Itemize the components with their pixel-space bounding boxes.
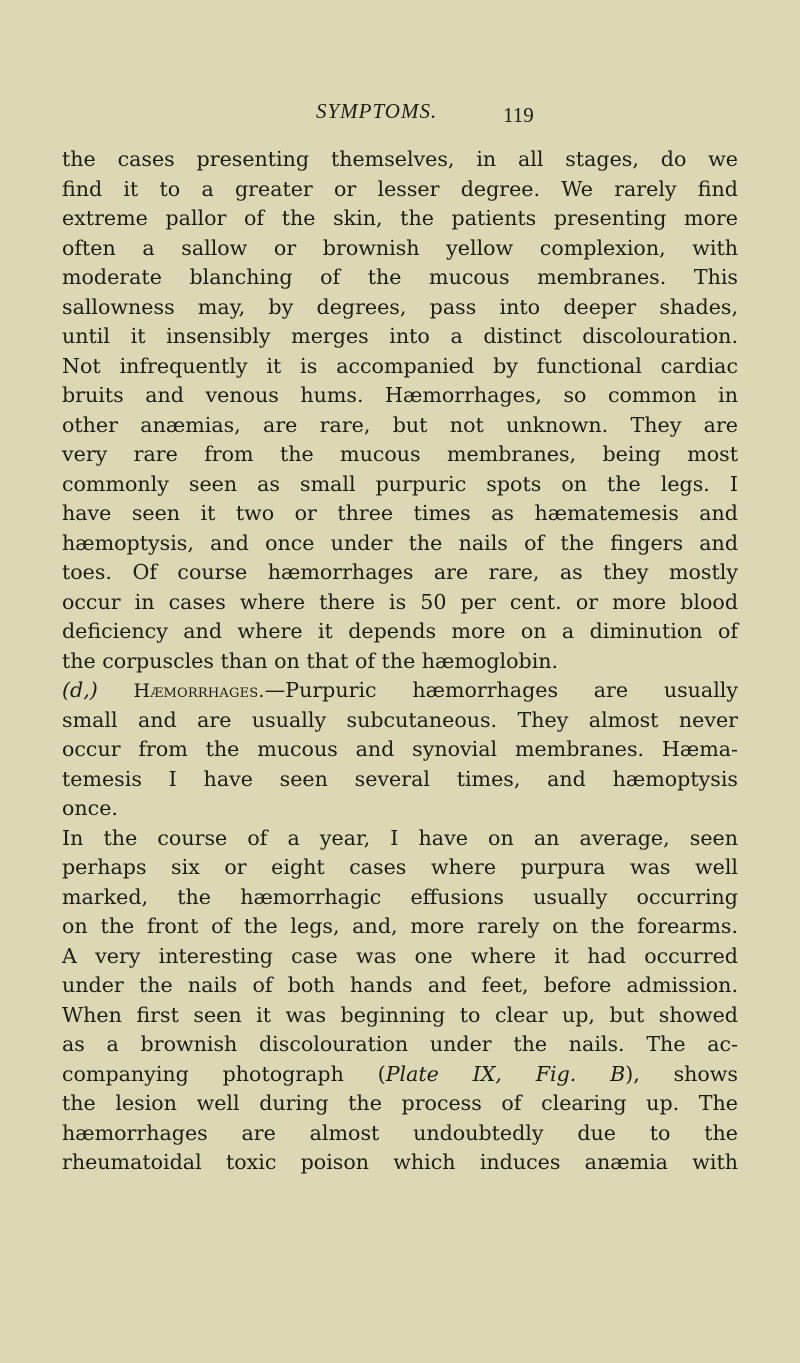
text-line: the cases presenting themselves, in all stages, do we [62,147,738,171]
text-line: the corpuscles than on that of the hæmoglobin. [62,648,559,673]
body-text [62,145,738,1178]
text-run: ), shows [625,1061,739,1086]
text-line: often a sallow or brownish yellow complexion, with [62,235,738,260]
text-line: temesis I have seen several times, and hæmoptysis [62,766,738,791]
text-line: until it insensibly merges into a distinct discolouration. [62,324,738,348]
text-line: as a brownish discolouration under the nails. The ac- [62,1032,738,1056]
page-header [0,95,800,135]
section-label: (d,) [62,678,98,702]
text-line [62,676,738,706]
text-line: moderate blanching of the mucous membranes. This [62,265,738,289]
plate-reference: Plate IX, Fig. B [385,1061,626,1086]
text-line: marked, the hæmorrhagic effusions usually occurring [62,884,738,909]
text-line: under the nails of both hands and feet, before admission. [62,973,738,997]
paragraph-2 [62,676,738,824]
text-line: find it to a greater or lesser degree. We rarely find [62,176,738,201]
text-run: companying photograph ( [62,1061,386,1086]
running-head: SYMPTOMS. [316,99,438,123]
text-line: very rare from the mucous membranes, being most [62,442,738,466]
text-line: occur in cases where there is 50 per cent. or more blood [62,589,738,614]
text-line: other anæmias, are rare, but not unknown. They are [62,412,738,437]
text-line: small and are usually subcutaneous. They almost never [62,707,738,732]
text-line: occur from the mucous and synovial membranes. Hæma- [62,737,738,761]
text-line: perhaps six or eight cases where purpura was well [62,855,738,879]
text-line: once. [62,796,118,820]
text-line: sallowness may, by degrees, pass into deeper shades, [62,294,738,319]
text-line: Not infrequently it is accompanied by functional cardiac [62,353,738,378]
text-line: When first seen it was beginning to clear up, but showed [62,1002,738,1027]
text-line: on the front of the legs, and, more rarely on the forearms. [62,914,738,938]
text-line: In the course of a year, I have on an average, seen [62,825,738,850]
page-number: 119 [503,103,534,127]
text-line: the lesion well during the process of clearing up. The [62,1091,738,1115]
text-line: rheumatoidal toxic poison which induces anæmia with [62,1150,738,1174]
text-line: hæmoptysis, and once under the nails of the fingers and [62,530,738,555]
text-line [62,1060,738,1090]
text-line: extreme pallor of the skin, the patients presenting more [62,206,738,230]
text-line: bruits and venous hums. Hæmorrhages, so common in [62,383,738,407]
paragraph-1 [62,145,738,676]
text-line: toes. Of course hæmorrhages are rare, as they mostly [62,560,738,584]
text-line: hæmorrhages are almost undoubtedly due to the [62,1120,738,1145]
text-run: —Purpuric hæmorrhages are usually [264,678,738,702]
text-line: A very interesting case was one where it had occurred [62,943,738,968]
text-line: deficiency and where it depends more on a diminution of [62,619,738,643]
section-heading: Hæmorrhages. [133,680,265,702]
paragraph-3 [62,824,738,1178]
text-line: commonly seen as small purpuric spots on the legs. I [62,471,738,496]
text-line: have seen it two or three times as hæmatemesis and [62,501,738,525]
